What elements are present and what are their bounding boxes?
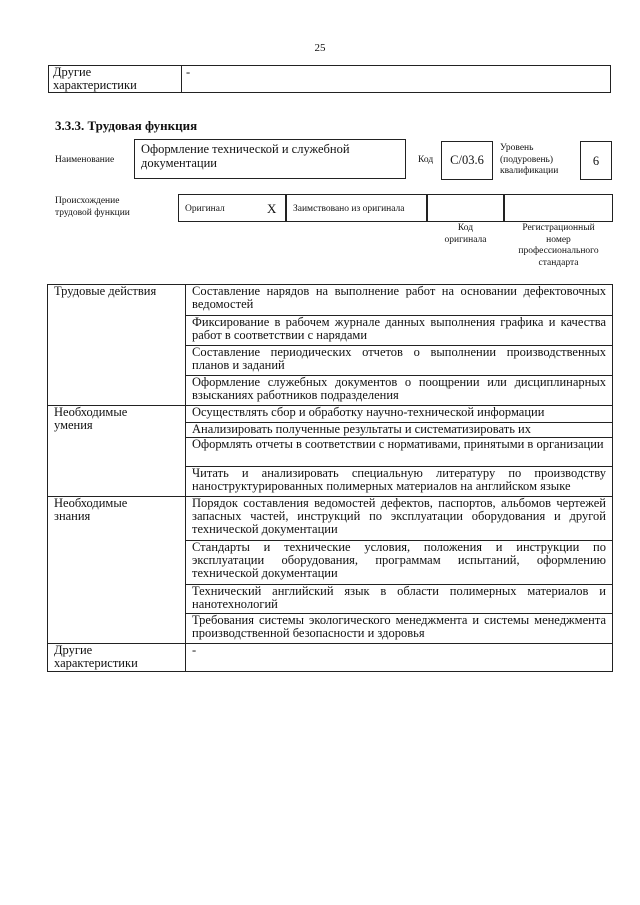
code-box <box>441 141 493 180</box>
original-code-caption <box>427 223 504 246</box>
labor-function-table <box>47 284 613 672</box>
skill-item: Анализировать полученные результаты и систематизировать их <box>186 423 613 438</box>
skill-item: Читать и анализировать специальную литературу по производству наноструктурированных полимерных материалов на английском языке <box>186 467 613 497</box>
function-name-box <box>134 139 406 179</box>
skills-label-line-2: умения <box>54 418 93 432</box>
knowledge-label-line-1: Необходимые <box>54 496 128 510</box>
registration-caption-line-1: Регистрационный <box>522 223 595 233</box>
code-value: C/03.6 <box>450 153 484 167</box>
level-label-line-2: (подуровень) <box>500 154 554 165</box>
other-label-line-2: характеристики <box>54 656 138 670</box>
action-item: Составление нарядов на выполнение работ на основании дефектовочных ведомостей <box>186 285 613 316</box>
borrowed-label: Заимствовано из оригинала <box>293 204 405 214</box>
registration-number-cell <box>504 194 613 222</box>
actions-label: Трудовые действия <box>48 285 186 406</box>
knowledge-item: Стандарты и технические условия, положения и инструкции по эксплуатации оборудования, программам испытаний, оформлению технической документации <box>186 541 613 585</box>
skill-item: Осуществлять сбор и обработку научно-технической информации <box>186 406 613 423</box>
level-label <box>500 143 558 178</box>
original-code-cell <box>427 194 504 222</box>
original-mark: X <box>267 201 277 216</box>
registration-caption-line-2: номер <box>546 234 571 245</box>
registration-caption-line-3: профессионального <box>518 246 599 256</box>
origin-label-line-1: Происхождение <box>55 196 120 206</box>
other-label <box>48 644 186 672</box>
skill-item: Оформлять отчеты в соответствии с нормативами, принятыми в организации <box>186 438 613 467</box>
knowledge-item: Технический английский язык в области полимерных материалов и нанотехнологий <box>186 585 613 614</box>
registration-caption <box>504 223 613 269</box>
action-item: Фиксирование в рабочем журнале данных выполнения графика и качества работ в соответствии с нарядами <box>186 316 613 346</box>
action-item: Составление периодических отчетов о выполнении производственных планов и заданий <box>186 346 613 376</box>
other-label-line-1: Другие <box>54 643 93 657</box>
other-value: - <box>186 644 613 672</box>
code-label: Код <box>418 155 434 165</box>
level-label-line-3: квалификации <box>500 166 559 176</box>
registration-caption-line-4: стандарта <box>538 257 579 268</box>
section-title: 3.3.3. Трудовая функция <box>55 118 198 133</box>
name-label: Наименование <box>55 155 115 165</box>
original-label: Оригинал <box>185 204 225 214</box>
borrowed-cell <box>286 194 427 222</box>
other-characteristics-value: - <box>182 66 611 93</box>
other-characteristics-label: Другие характеристики <box>49 66 182 93</box>
origin-label <box>55 196 130 219</box>
knowledge-item: Требования системы экологического менеджмента и системы менеджмента производственной безопасности и здоровья <box>186 614 613 644</box>
action-item: Оформление служебных документов о поощрении или дисциплинарных взысканиях работников подразделения <box>186 376 613 406</box>
original-code-caption-line-1: Код <box>457 223 474 233</box>
function-name-value: Оформление технической и служебной документации <box>141 142 350 170</box>
original-cell <box>178 194 286 222</box>
origin-label-line-2: трудовой функции <box>55 207 130 218</box>
knowledge-label-line-2: знания <box>54 509 91 523</box>
level-label-line-1: Уровень <box>500 143 534 153</box>
level-box <box>580 141 612 180</box>
skills-label-line-1: Необходимые <box>54 405 128 419</box>
other-characteristics-table <box>48 65 611 93</box>
original-code-caption-line-2: оригинала <box>444 234 487 245</box>
knowledge-label <box>48 497 186 644</box>
level-value: 6 <box>592 154 600 168</box>
page-number: 25 <box>314 42 326 54</box>
skills-label <box>48 406 186 497</box>
knowledge-item: Порядок составления ведомостей дефектов, паспортов, альбомов чертежей запасных частей, инструкций по эксплуатации оборудования и другой технической документации <box>186 497 613 541</box>
